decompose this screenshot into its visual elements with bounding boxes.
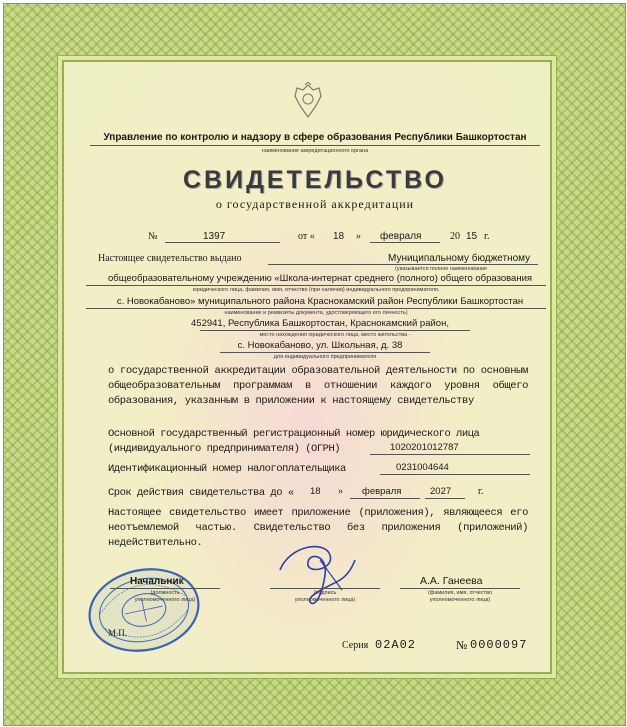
position-caption-1: (должность xyxy=(150,590,180,596)
issued-underline-4 xyxy=(200,330,470,331)
stamp-mark-label: М.П. xyxy=(108,628,128,638)
issued-label: Настоящее свидетельство выдано xyxy=(98,253,242,264)
validity-year-label: г. xyxy=(478,486,484,497)
issued-line-1: Муниципальному бюджетному xyxy=(388,253,531,264)
position-caption-2: уполномоченного лица) xyxy=(134,597,196,603)
issue-year-label: г. xyxy=(484,231,490,242)
inn-underline xyxy=(380,474,530,475)
issue-year-suffix: 15 xyxy=(466,231,478,242)
issued-line-4: 452941, Республика Башкортостан, Краснокамский район, xyxy=(191,318,449,329)
issued-caption-5: для индивидуального предпринимателя xyxy=(273,354,377,360)
issued-underline-2 xyxy=(86,285,546,286)
validity-month-underline xyxy=(350,498,420,499)
serial-label: Серия xyxy=(342,640,369,651)
issue-day-close: » xyxy=(356,231,361,242)
certificate-number: 1397 xyxy=(203,231,226,242)
ogrn-label-1: Основной государственный регистрационный номер юридического лица xyxy=(108,428,480,440)
name-underline xyxy=(400,588,520,589)
ogrn-underline xyxy=(370,454,530,455)
number-underline xyxy=(165,242,280,243)
name-caption-2: уполномоченного лица) xyxy=(429,597,491,603)
issued-caption-4: место нахождения юридического лица, место жительства - xyxy=(259,332,411,338)
ogrn-value: 1020201012787 xyxy=(390,442,459,453)
date-from-label: от « xyxy=(298,231,315,242)
inn-label: Идентификационный номер налогоплательщика xyxy=(108,463,346,475)
inn-value: 0231004644 xyxy=(396,462,449,473)
serial-series: 02А02 xyxy=(375,638,417,652)
signature-caption-2: уполномоченного лица) xyxy=(294,597,356,603)
coat-of-arms-icon xyxy=(291,82,325,120)
validity-month: февраля xyxy=(362,486,402,497)
validity-label: Срок действия свидетельства до « xyxy=(108,487,294,499)
certificate-subtitle: о государственной аккредитации xyxy=(215,197,415,211)
issued-underline-3 xyxy=(86,308,546,309)
issued-underline-1 xyxy=(268,264,538,265)
issuing-authority: Управление по контролю и надзору в сфере образования Республики Башкортостан xyxy=(103,132,527,143)
official-seal-icon xyxy=(85,560,203,660)
serial-number: 0000097 xyxy=(470,638,528,652)
issued-caption-2: юридического лица, фамилия, имя, отчество (при наличии) индивидуального предпринимателя, xyxy=(192,287,440,293)
issued-line-3: с. Новокабаново» муниципального района Краснокамский район Республики Башкортостан xyxy=(116,296,524,307)
number-label: № xyxy=(148,231,158,242)
issue-month: февраля xyxy=(380,231,422,242)
authority-underline xyxy=(90,145,540,146)
validity-day-close: » xyxy=(338,486,343,497)
signer-position: Начальник xyxy=(130,576,184,587)
issue-year-prefix: 20 xyxy=(450,231,460,242)
authority-caption: наименование аккредитационного органа xyxy=(261,148,369,154)
validity-day: 18 xyxy=(310,486,321,497)
position-underline xyxy=(110,588,220,589)
serial-number-label: № xyxy=(456,638,468,652)
signature-caption-1: (подпись xyxy=(313,590,337,596)
validity-year-underline xyxy=(425,498,465,499)
signer-name: А.А. Ганеева xyxy=(420,575,483,587)
issued-caption-1: (указывается полное наименование xyxy=(395,266,488,272)
issued-underline-5 xyxy=(220,352,430,353)
name-caption-1: (фамилия, имя, отчество xyxy=(427,590,493,596)
validity-year: 2027 xyxy=(430,486,452,497)
issue-day: 18 xyxy=(333,231,345,242)
issued-line-2: общеобразовательному учреждению «Школа-интернат среднего (полного) общего образования xyxy=(107,273,533,284)
signature-underline xyxy=(270,588,380,589)
accreditation-body-text: о государственной аккредитации образовательной деятельности по основным общеобразовательным программам в отношении каждого уровня общего образования, указанным в приложении к настоящему свидетельству xyxy=(108,365,528,407)
appendix-text: Настоящее свидетельство имеет приложение (приложения), являющееся его неотъемлемой частью. Свидетельство без приложения (приложений) недействительно. xyxy=(108,507,528,549)
month-underline xyxy=(370,242,440,243)
issued-line-5: с. Новокабаново, ул. Школьная, д. 38 xyxy=(237,340,403,351)
issued-caption-3: наименование и реквизиты документа, удостоверяющего его личность) xyxy=(224,310,408,316)
certificate-title: СВИДЕТЕЛЬСТВО xyxy=(183,166,447,194)
ogrn-label-2: (индивидуального предпринимателя) (ОГРН) xyxy=(108,443,341,455)
